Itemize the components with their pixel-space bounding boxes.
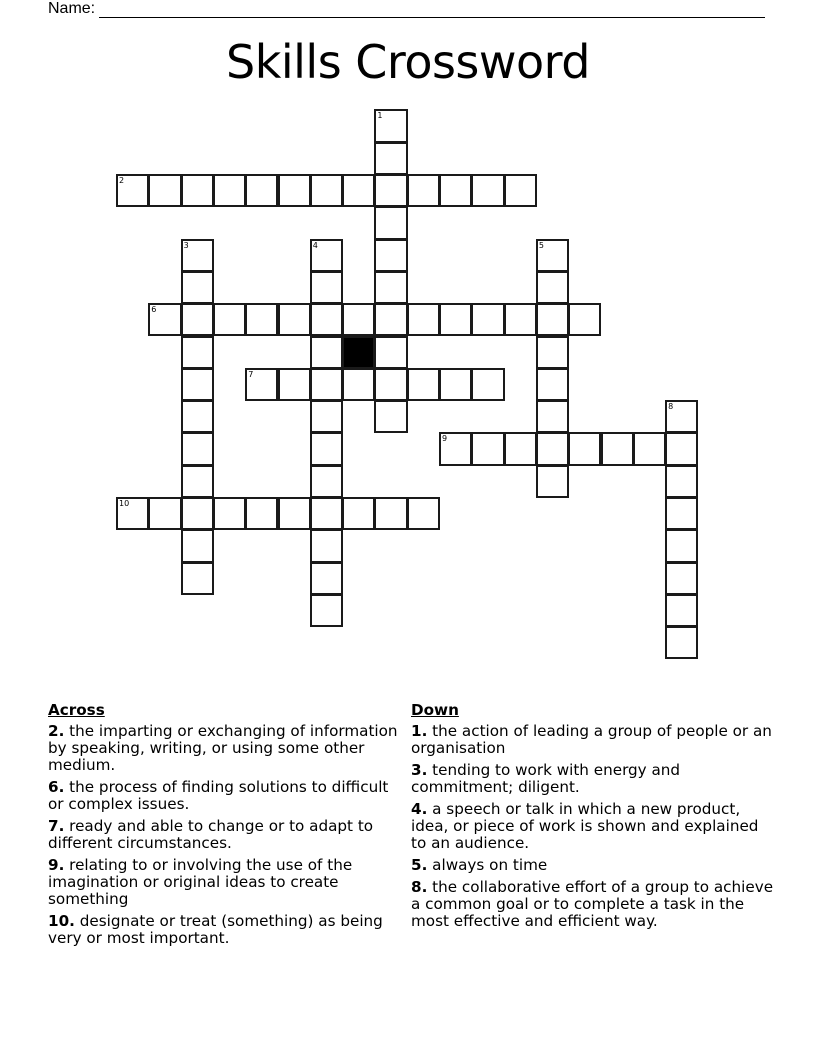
clue-number: 2. bbox=[48, 722, 65, 740]
grid-cell[interactable] bbox=[310, 594, 343, 627]
grid-cell[interactable] bbox=[116, 497, 149, 530]
clue-text: ready and able to change or to adapt to different circumstances. bbox=[48, 817, 374, 852]
cell-number: 5 bbox=[538, 240, 544, 250]
grid-cell[interactable] bbox=[181, 271, 214, 304]
grid-cell[interactable] bbox=[374, 497, 407, 530]
clue-down-3 bbox=[411, 762, 776, 796]
cell-number: 2 bbox=[119, 176, 125, 185]
clue-across-7 bbox=[48, 818, 403, 852]
grid-cell[interactable] bbox=[310, 336, 343, 369]
grid-cell[interactable] bbox=[536, 368, 569, 401]
grid-cell[interactable] bbox=[374, 109, 407, 142]
clue-text: a speech or talk in which a new product, idea, or piece of work is shown and explained to an audience. bbox=[411, 800, 759, 852]
cell-number: 7 bbox=[248, 369, 254, 379]
across-heading: Across bbox=[48, 701, 105, 719]
clue-text: relating to or involving the use of the imagination or original ideas to create something bbox=[48, 856, 353, 908]
grid-cell[interactable] bbox=[181, 174, 214, 207]
grid-cell[interactable] bbox=[439, 368, 472, 401]
grid-cell[interactable] bbox=[181, 529, 214, 562]
grid-cell[interactable] bbox=[245, 174, 278, 207]
clue-down-5 bbox=[411, 857, 776, 874]
grid-cell[interactable] bbox=[148, 303, 181, 336]
clue-number: 1. bbox=[411, 722, 428, 740]
grid-cell[interactable] bbox=[374, 336, 407, 369]
grid-cell[interactable] bbox=[342, 174, 375, 207]
grid-cell[interactable] bbox=[407, 368, 440, 401]
grid-cell[interactable] bbox=[665, 465, 698, 498]
grid-cell[interactable] bbox=[439, 303, 472, 336]
grid-cell[interactable] bbox=[407, 174, 440, 207]
clue-text: designate or treat (something) as being very or most important. bbox=[48, 912, 383, 947]
grid-cell[interactable] bbox=[374, 303, 407, 336]
grid-cell[interactable] bbox=[181, 239, 214, 272]
down-heading: Down bbox=[411, 701, 459, 719]
grid-block-cell bbox=[342, 336, 375, 369]
grid-cell[interactable] bbox=[374, 142, 407, 175]
grid-cell[interactable] bbox=[665, 400, 698, 433]
cell-number: 6 bbox=[151, 305, 157, 315]
cell-number: 1 bbox=[377, 111, 383, 121]
clue-across-2 bbox=[48, 723, 403, 774]
grid-cell[interactable] bbox=[278, 174, 311, 207]
clue-text: the action of leading a group of people or an organisation bbox=[411, 722, 772, 757]
grid-cell[interactable] bbox=[245, 303, 278, 336]
name-label: Name: bbox=[48, 0, 96, 17]
clue-number: 3. bbox=[411, 761, 428, 779]
grid-cell[interactable] bbox=[181, 303, 214, 336]
clue-number: 8. bbox=[411, 878, 428, 896]
clue-text: the collaborative effort of a group to achieve a common goal or to complete a task in the most effective and efficient way. bbox=[411, 878, 774, 930]
grid-cell[interactable] bbox=[278, 497, 311, 530]
grid-cell[interactable] bbox=[504, 432, 537, 465]
clue-text: the process of finding solutions to difficult or complex issues. bbox=[48, 778, 389, 813]
clue-number: 4. bbox=[411, 800, 428, 818]
grid-cell[interactable] bbox=[310, 271, 343, 304]
grid-cell[interactable] bbox=[181, 562, 214, 595]
grid-cell[interactable] bbox=[181, 336, 214, 369]
clue-down-4 bbox=[411, 801, 776, 852]
grid-cell[interactable] bbox=[439, 432, 472, 465]
grid-cell[interactable] bbox=[536, 271, 569, 304]
clue-number: 7. bbox=[48, 817, 65, 835]
grid-cell[interactable] bbox=[407, 497, 440, 530]
grid-cell[interactable] bbox=[471, 303, 504, 336]
clue-down-8 bbox=[411, 879, 776, 930]
grid-cell[interactable] bbox=[665, 432, 698, 465]
grid-cell[interactable] bbox=[374, 239, 407, 272]
grid-cell[interactable] bbox=[471, 174, 504, 207]
grid-cell[interactable] bbox=[310, 303, 343, 336]
down-clues bbox=[411, 702, 776, 935]
grid-cell[interactable] bbox=[278, 303, 311, 336]
grid-cell[interactable] bbox=[536, 239, 569, 272]
grid-cell[interactable] bbox=[665, 562, 698, 595]
clue-number: 10. bbox=[48, 912, 75, 930]
grid-cell[interactable] bbox=[439, 174, 472, 207]
grid-cell[interactable] bbox=[310, 465, 343, 498]
grid-cell[interactable] bbox=[310, 174, 343, 207]
grid-cell[interactable] bbox=[536, 432, 569, 465]
clue-text: the imparting or exchanging of information by speaking, writing, or using some other medium. bbox=[48, 722, 398, 774]
grid-cell[interactable] bbox=[181, 432, 214, 465]
grid-cell[interactable] bbox=[665, 626, 698, 659]
grid-cell[interactable] bbox=[148, 497, 181, 530]
grid-cell[interactable] bbox=[278, 368, 311, 401]
grid-cell[interactable] bbox=[310, 562, 343, 595]
grid-cell[interactable] bbox=[374, 400, 407, 433]
grid-cell[interactable] bbox=[633, 432, 666, 465]
grid-cell[interactable] bbox=[213, 303, 246, 336]
cell-number: 4 bbox=[312, 240, 318, 250]
grid-cell[interactable] bbox=[665, 594, 698, 627]
grid-cell[interactable] bbox=[504, 174, 537, 207]
grid-cell[interactable] bbox=[310, 432, 343, 465]
grid-cell[interactable] bbox=[665, 497, 698, 530]
grid-cell[interactable] bbox=[342, 368, 375, 401]
grid-cell[interactable] bbox=[310, 400, 343, 433]
cell-number: 8 bbox=[668, 402, 674, 412]
grid-cell[interactable] bbox=[310, 497, 343, 530]
clue-down-1 bbox=[411, 723, 776, 757]
grid-cell[interactable] bbox=[213, 174, 246, 207]
grid-cell[interactable] bbox=[665, 529, 698, 562]
grid-cell[interactable] bbox=[342, 497, 375, 530]
grid-cell[interactable] bbox=[342, 303, 375, 336]
grid-cell[interactable] bbox=[568, 432, 601, 465]
grid-cell[interactable] bbox=[471, 368, 504, 401]
across-clues bbox=[48, 702, 403, 952]
grid-cell[interactable] bbox=[245, 368, 278, 401]
grid-cell[interactable] bbox=[310, 239, 343, 272]
grid-cell[interactable] bbox=[374, 174, 407, 207]
clue-number: 5. bbox=[411, 856, 428, 874]
grid-cell[interactable] bbox=[310, 529, 343, 562]
grid-cell[interactable] bbox=[471, 432, 504, 465]
grid-cell[interactable] bbox=[407, 303, 440, 336]
grid-cell[interactable] bbox=[116, 174, 149, 207]
page-title: Skills Crossword bbox=[226, 35, 590, 89]
grid-cell[interactable] bbox=[181, 497, 214, 530]
grid-cell[interactable] bbox=[374, 271, 407, 304]
clue-number: 9. bbox=[48, 856, 65, 874]
grid-cell[interactable] bbox=[245, 497, 278, 530]
grid-cell[interactable] bbox=[536, 303, 569, 336]
grid-cell[interactable] bbox=[536, 336, 569, 369]
clue-across-10 bbox=[48, 913, 403, 947]
grid-cell[interactable] bbox=[374, 206, 407, 239]
grid-cell[interactable] bbox=[504, 303, 537, 336]
cell-number: 10 bbox=[119, 499, 130, 508]
grid-cell[interactable] bbox=[148, 174, 181, 207]
grid-cell[interactable] bbox=[568, 303, 601, 336]
clue-number: 6. bbox=[48, 778, 65, 796]
grid-cell[interactable] bbox=[181, 400, 214, 433]
grid-cell[interactable] bbox=[536, 465, 569, 498]
grid-cell[interactable] bbox=[601, 432, 634, 465]
cell-number: 3 bbox=[183, 240, 189, 250]
grid-cell[interactable] bbox=[181, 368, 214, 401]
grid-cell[interactable] bbox=[310, 368, 343, 401]
clue-text: tending to work with energy and commitment; diligent. bbox=[411, 761, 681, 796]
clue-across-6 bbox=[48, 779, 403, 813]
grid-cell[interactable] bbox=[213, 497, 246, 530]
clue-text: always on time bbox=[432, 856, 548, 874]
clue-across-9 bbox=[48, 857, 403, 908]
grid-cell[interactable] bbox=[536, 400, 569, 433]
grid-cell[interactable] bbox=[181, 465, 214, 498]
grid-cell[interactable] bbox=[374, 368, 407, 401]
cell-number: 9 bbox=[442, 434, 448, 444]
